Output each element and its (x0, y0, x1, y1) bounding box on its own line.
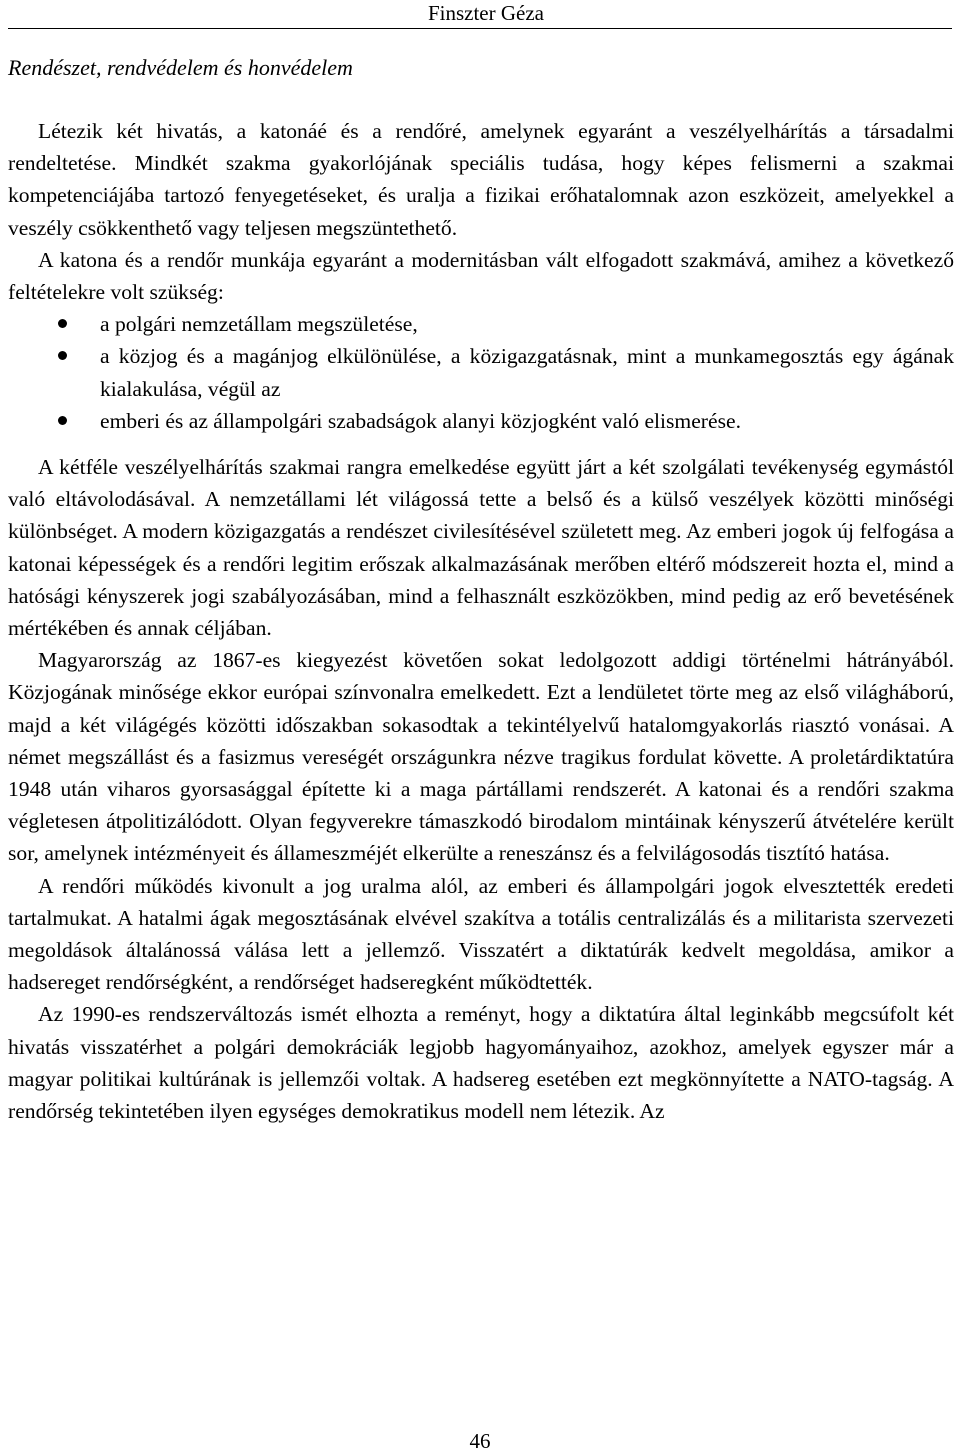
body-text (8, 115, 954, 1127)
paragraph: Az 1990-es rendszerváltozás ismét elhozta a reményt, hogy a diktatúra által leginkább megcsúfolt két hivatás visszatérhet a polgári demokráciák legjobb hagyományaihoz, azokhoz, amelyek egyszer már a magyar politikai kultúrának is jellemzői voltak. A hadsereg esetében ezt megkönnyítette a NATO-tagság. A rendőrség tekintetében ilyen egységes demokratikus modell nem létezik. Az (8, 1002, 954, 1124)
paragraph: Magyarország az 1867-es kiegyezést követően sokat ledolgozott addigi történelmi hátrányából. Közjogának minősége ekkor európai színvonalra emelkedett. Ezt a lendületet törte meg az első világháború, majd a két világégés közötti időszakban sokasodtak a tekintélyelvű hatalomgyakorlás riasztó vonásai. A német megszállást és a fasizmus vereségét országunkra nézve tragikus fordulat követte. A proletárdiktatúra 1948 után viharos gyorsasággal építette ki a maga pártállami rendszerét. A katonai és a rendőri szakma végletesen átpolitizálódott. Olyan fegyverekre támaszkodó birodalom mintáinak kényszerű átvételére került sor, amelynek intézményeit és állameszméjét elkerülte a reneszánsz és a felvilágosodás tisztító hatása. (8, 648, 954, 866)
list-item-text: a közjog és a magánjog elkülönülése, a közigazgatásnak, mint a munkamegosztás egy ágának kialakulása, végül az (100, 344, 954, 401)
bullet-icon (58, 319, 67, 328)
list-item (8, 340, 954, 404)
paragraph: A kétféle veszélyelhárítás szakmai rangra emelkedése együtt járt a két szolgálati tevékenység egymástól való eltávolodásával. A nemzetállami lét világossá tette a belső és a külső veszélyek közötti minőségi különbséget. A modern közigazgatás a rendészet civilesítésével született meg. Az emberi jogok új felfogása a katonai képességek és a rendőri legitim erőszak alkalmazásának merőben eltérő módszereit hozta el, mind a hatósági kényszerek jogi szabályozásában, mind a felhasznált eszközökben, mind pedig az erő bevetésének mértékében és annak céljában. (8, 455, 954, 641)
bullet-icon (58, 351, 67, 360)
list-item-text: emberi és az állampolgári szabadságok alanyi közjogként való elismerése. (100, 408, 741, 433)
running-header-author: Finszter Géza (427, 1, 544, 25)
bullet-icon (58, 416, 67, 425)
list-item-text: a polgári nemzetállam megszületése, (100, 312, 418, 337)
paragraph: A rendőri működés kivonult a jog uralma alól, az emberi és állampolgári jogok elvesztették eredeti tartalmukat. A hatalmi ágak megosztásának elvével szakítva a totális centralizálás és a militarista szervezeti megoldások általánossá válása lett a jellemző. Visszatért a diktatúrák kedvelt megoldása, amikor a hadsereget rendőrségként, a rendőrséget hadseregként működtették. (8, 873, 954, 995)
list-intro-paragraph: A katona és a rendőr munkája egyaránt a modernitásban vált elfogadott szakmává, amihez a következő feltételekre volt szükség: (8, 247, 954, 305)
list-item (8, 405, 954, 437)
section-title: Rendészet, rendvédelem és honvédelem (8, 55, 353, 80)
page-number: 46 (469, 1429, 491, 1453)
conditions-list (8, 308, 954, 437)
intro-paragraph: Létezik két hivatás, a katonáé és a rendőré, amelynek egyaránt a veszélyelhárítás a társadalmi rendeltetése. Mindkét szakma gyakorlójának speciális tudása, hogy képes felismerni a szakmai kompetenciájába tartozó fenyegetéseket, és uralja a fizikai erőhatalomnak azon eszközeit, amelyekkel a veszély csökkenthető vagy teljesen megszüntethető. (8, 119, 954, 240)
list-item (8, 308, 954, 340)
header-rule (8, 28, 952, 29)
